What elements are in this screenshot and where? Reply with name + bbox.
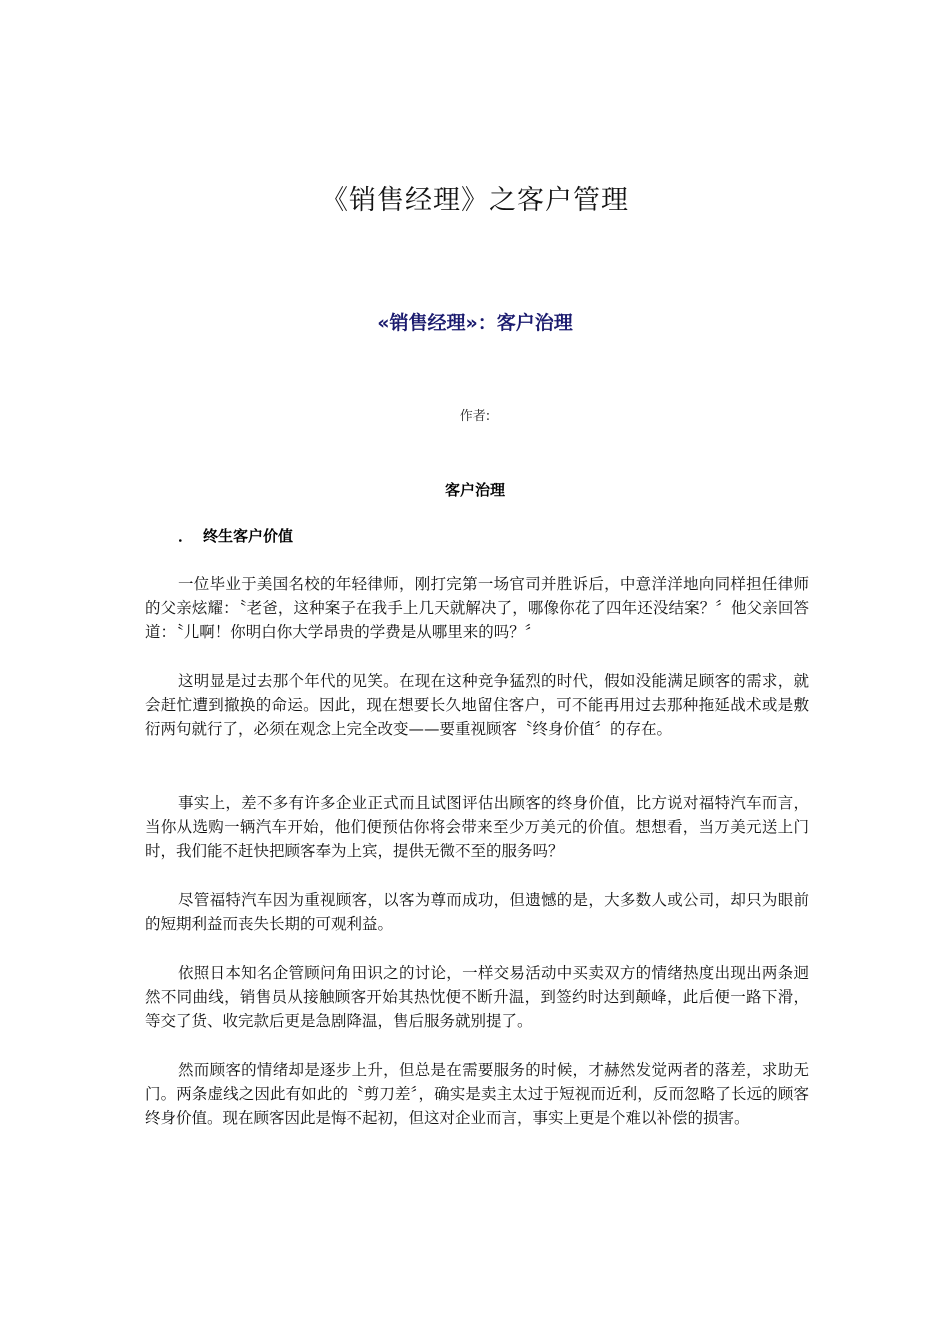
paragraph: 这明显是过去那个年代的见笑。在现在这种竞争猛烈的时代，假如没能满足顾客的需求，就会赶忙遭到撤换的命运。因此，现在想要长久地留住客户，可不能再用过去那种拖延战术或是敷衍两句就行了，必须在观念上完全改变——要重视顾客〝终身价值〞的存在。 <box>145 672 809 738</box>
author-label: 作者: <box>459 409 491 424</box>
subsection-heading <box>178 525 293 547</box>
paragraph: 一位毕业于美国名校的年轻律师，刚打完第一场官司并胜诉后，中意洋洋地向同样担任律师的父亲炫耀：〝老爸，这种案子在我手上几天就解决了，哪像你花了四年还没结案？〞他父亲回答道：〝儿啊！你明白你大学昂贵的学费是从哪里来的吗？〞 <box>145 575 809 641</box>
subsection-title: 终生客户价值 <box>203 527 294 545</box>
subsection-number: ． <box>178 527 194 545</box>
sub-title: «销售经理»：客户治理 <box>377 312 573 334</box>
paragraph: 尽管福特汽车因为重视顾客，以客为尊而成功，但遗憾的是，大多数人或公司，却只为眼前的短期利益而丧失长期的可观利益。 <box>145 891 809 933</box>
section-heading: 客户治理 <box>444 481 505 499</box>
paragraph: 事实上，差不多有许多企业正式而且试图评估出顾客的终身价值，比方说对福特汽车而言，当你从选购一辆汽车开始，他们便预估你将会带来至少万美元的价值。想想看，当万美元送上门时，我们能不赶快把顾客奉为上宾，提供无微不至的服务吗？ <box>145 794 809 860</box>
main-title: 《销售经理》之客户管理 <box>321 185 629 216</box>
paragraph: 然而顾客的情绪却是逐步上升，但总是在需要服务的时候，才赫然发觉两者的落差，求助无门。两条虚线之因此有如此的〝剪刀差〞，确实是卖主太过于短视而近利，反而忽略了长远的顾客终身价值。现在顾客因此是悔不起初，但这对企业而言，事实上更是个难以补偿的损害。 <box>145 1061 809 1127</box>
paragraph: 依照日本知名企管顾问角田识之的讨论，一样交易活动中买卖双方的情绪热度出现出两条迥然不同曲线，销售员从接触顾客开始其热忱便不断升温，到签约时达到颠峰，此后便一路下滑，等交了货、收完款后更是急剧降温，售后服务就别提了。 <box>145 964 809 1030</box>
